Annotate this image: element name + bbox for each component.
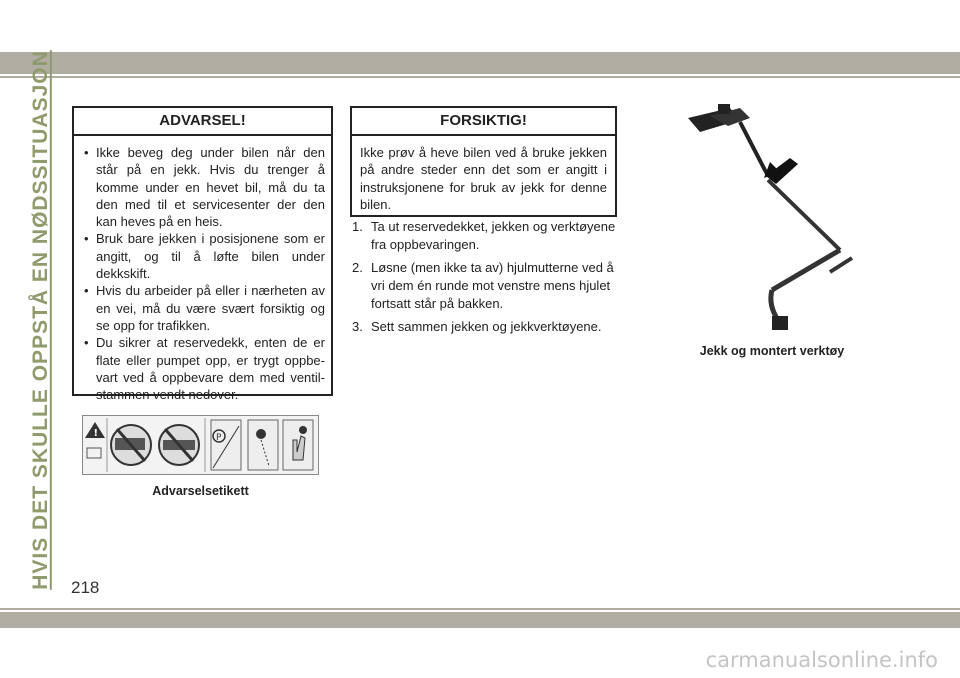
step-text: Ta ut reservedekket, jekken og verktøyene fra oppbevaringen.	[371, 219, 616, 252]
jack-illustration	[680, 100, 870, 340]
hand-icon	[283, 420, 313, 470]
jack-image	[680, 100, 870, 340]
warning-label-image	[82, 415, 319, 475]
step-item	[352, 318, 617, 336]
caution-text: Ikke prøv å heve bilen ved å bruke jekken på andre steder enn det som er angitt i instruksjonene for bruk av jekk for denne bilen.	[360, 145, 607, 212]
step-number: 3.	[352, 319, 363, 334]
bottom-rule	[0, 608, 960, 610]
jack-caption: Jekk og montert verktøy	[699, 344, 845, 358]
section-title: HVIS DET SKULLE OPPSTÅ EN NØDSSITUASJON	[29, 50, 53, 590]
steps-list	[352, 218, 617, 341]
caution-heading: FORSIKTIG!	[352, 108, 615, 136]
warning-box	[72, 106, 333, 403]
top-band	[0, 52, 960, 74]
no-under-car-icon	[111, 425, 151, 465]
warning-item: • Bruk bare jekken i posisjonene som er angitt, og til å løfte bilen under dekkskift.	[80, 230, 325, 282]
warning-item: • Hvis du arbeider på eller i nærheten av en vei, må du være svært forsiktig og se opp for trafikken.	[80, 282, 325, 334]
bottom-band	[0, 612, 960, 628]
wrench-bar	[768, 180, 840, 250]
svg-text:!: !	[93, 428, 99, 439]
label-caption: Advarselsetikett	[152, 484, 249, 498]
step-item	[352, 218, 617, 254]
caution-box	[350, 106, 617, 217]
warning-item: • Ikke beveg deg under bilen når den står på en jekk. Hvis du trenger å komme under en hevet bil, må du ta den med til et servicesenter der den kan heves på en heis.	[80, 144, 325, 230]
step-text: Løsne (men ikke ta av) hjulmutterne ved å vri dem én runde mot venstre mens hjulet fortsatt står på bakken.	[371, 260, 614, 311]
jack-position-icon	[248, 420, 278, 470]
lug-socket	[772, 316, 788, 330]
step-number: 1.	[352, 219, 363, 234]
svg-text:P: P	[216, 433, 222, 443]
warning-heading: ADVARSEL!	[74, 108, 331, 136]
warning-body	[74, 136, 331, 409]
warning-label-illustration	[83, 416, 318, 474]
watermark: carmanualsonline.info	[705, 648, 938, 672]
top-rule	[0, 76, 960, 78]
parking-icon	[211, 420, 241, 470]
warning-item: • Du sikrer at reservedekk, enten de er flate eller pumpet opp, er trygt oppbe-vart ved å oppbevare dem med ventil-stammen vendt nedover.	[80, 334, 325, 403]
step-number: 2.	[352, 260, 363, 275]
step-item	[352, 259, 617, 313]
no-lift-icon	[159, 425, 199, 465]
section-sidebar	[28, 50, 54, 590]
step-text: Sett sammen jekken og jekkverktøyene.	[371, 319, 602, 334]
page-number: 218	[71, 578, 100, 597]
